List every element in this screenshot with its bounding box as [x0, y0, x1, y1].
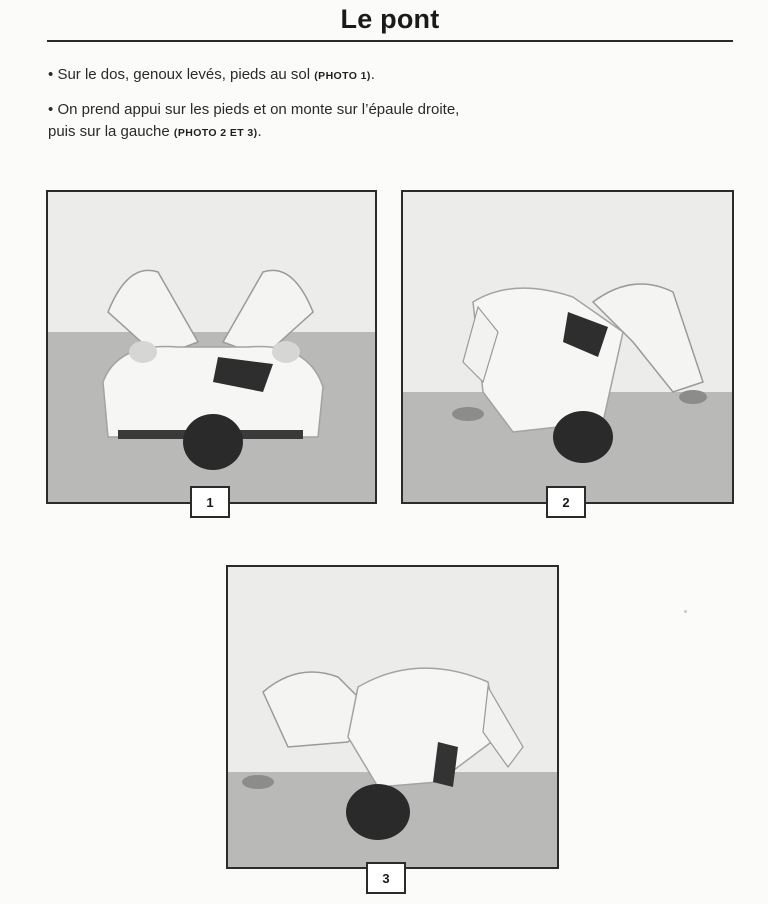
bullet: •	[48, 66, 54, 83]
instruction-2-line-2: puis sur la gauche	[48, 123, 170, 140]
instruction-2	[48, 99, 459, 144]
instruction-2-line-1: On prend appui sur les pieds et on monte sur l’épaule droite,	[57, 101, 460, 118]
photo-reference: (PHOTO 1)	[314, 70, 371, 82]
photo-1-image	[48, 192, 375, 502]
instruction-1	[48, 64, 375, 87]
instruction-1-text: Sur le dos, genoux levés, pieds au sol	[57, 66, 311, 83]
bullet: •	[48, 101, 54, 118]
photo-number-2: 2	[546, 486, 586, 518]
title-rule	[47, 40, 733, 42]
photo-1	[46, 190, 377, 504]
photo-2-image	[403, 192, 732, 502]
photo-reference: (PHOTO 2 ET 3)	[173, 127, 258, 139]
photo-number-1: 1	[190, 486, 230, 518]
photo-number-3: 3	[366, 862, 406, 894]
punctuation: .	[370, 66, 375, 83]
page-title: Le pont	[340, 4, 440, 34]
photo-3	[226, 565, 559, 869]
photo-2	[401, 190, 734, 504]
punctuation: .	[257, 123, 262, 140]
photo-3-image	[228, 567, 557, 867]
page-speck	[684, 610, 687, 613]
